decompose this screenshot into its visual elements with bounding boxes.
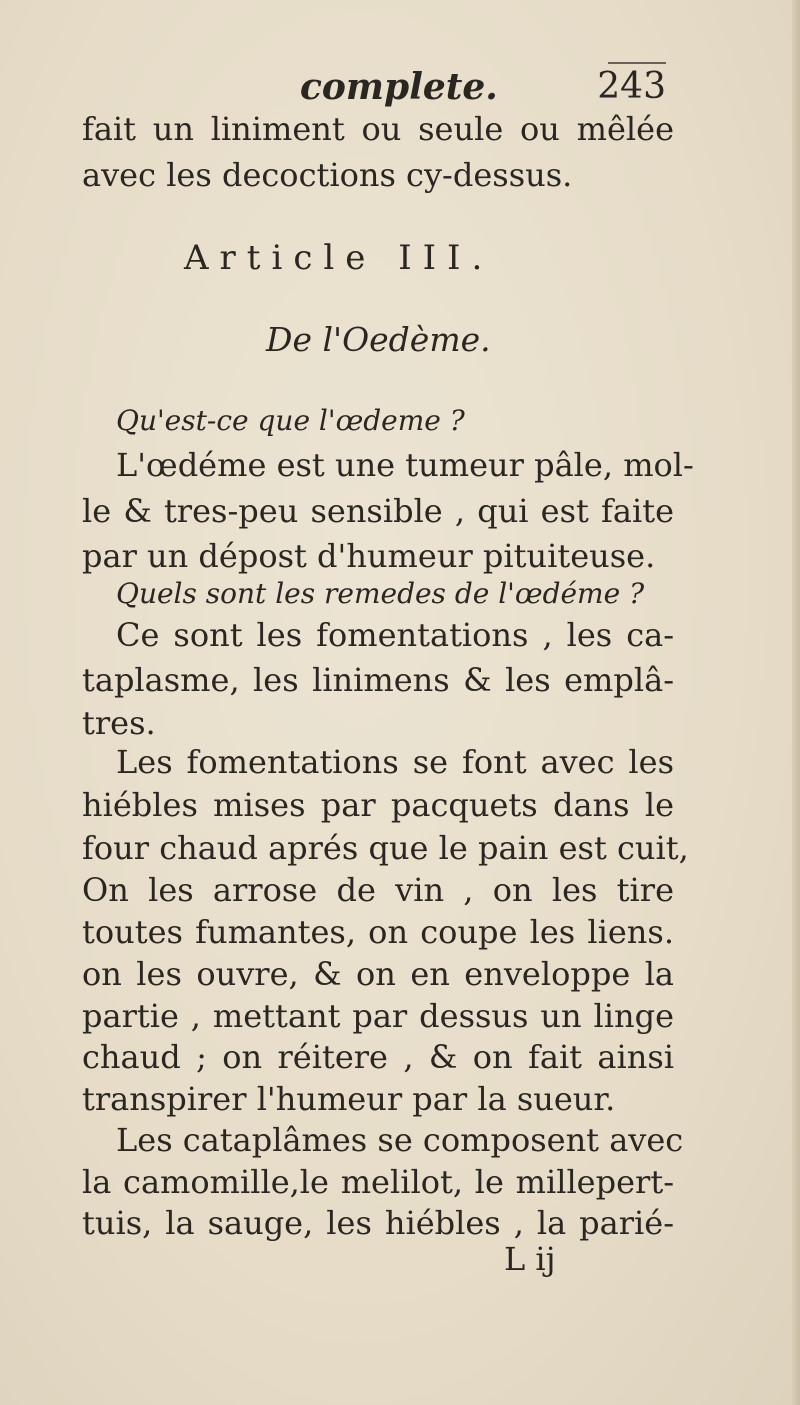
question: Qu'est-ce que l'œdeme ? bbox=[116, 404, 465, 437]
text-line: Les cataplâmes se composent avec bbox=[116, 1121, 684, 1159]
page-number: 243 bbox=[597, 66, 666, 107]
article-heading: Article III. bbox=[184, 238, 494, 278]
text-line: le & tres-peu sensible , qui est faite bbox=[82, 492, 674, 530]
text-line: la camomille,le melilot, le millepert- bbox=[82, 1163, 674, 1201]
page-edge bbox=[792, 0, 800, 1405]
text-line: four chaud aprés que le pain est cuit, bbox=[82, 829, 689, 867]
text-line: Ce sont les fomentations , les ca- bbox=[116, 616, 674, 654]
text-line: avec les decoctions cy-dessus. bbox=[82, 156, 573, 194]
text-line: L'œdéme est une tumeur pâle, mol- bbox=[116, 446, 694, 484]
text-line: hiébles mises par pacquets dans le bbox=[82, 786, 674, 824]
question: Quels sont les remedes de l'œdéme ? bbox=[116, 577, 645, 610]
section-title: De l'Oedème. bbox=[266, 320, 491, 359]
text-line: par un dépost d'humeur pituiteuse. bbox=[82, 537, 656, 575]
running-head bbox=[82, 58, 674, 108]
running-title: complete. bbox=[300, 66, 498, 108]
text-line: tuis, la sauge, les hiébles , la parié- bbox=[82, 1204, 674, 1242]
text-line: taplasme, les linimens & les emplâ- bbox=[82, 661, 674, 699]
text-line: tres. bbox=[82, 704, 156, 742]
signature-mark: L ij bbox=[504, 1240, 556, 1278]
page-number-rule bbox=[608, 62, 666, 64]
text-line: on les ouvre, & on en enveloppe la bbox=[82, 955, 674, 993]
text-line: fait un liniment ou seule ou mêlée bbox=[82, 110, 674, 148]
text-line: transpirer l'humeur par la sueur. bbox=[82, 1080, 616, 1118]
text-line: On les arrose de vin , on les tire bbox=[82, 871, 674, 909]
text-line: toutes fumantes, on coupe les liens. bbox=[82, 913, 674, 951]
text-line: partie , mettant par dessus un linge bbox=[82, 997, 674, 1035]
text-line: chaud ; on réitere , & on fait ainsi bbox=[82, 1038, 674, 1076]
text-line: Les fomentations se font avec les bbox=[116, 743, 674, 781]
